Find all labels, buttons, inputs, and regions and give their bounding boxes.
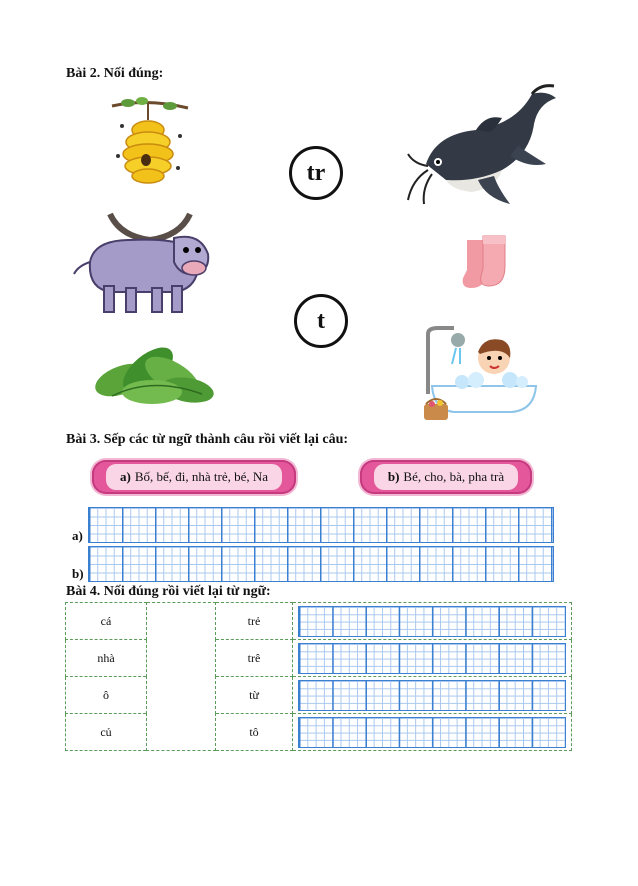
- leaves-icon: [92, 336, 216, 414]
- word-pill-a: [92, 460, 296, 494]
- left-word-cell[interactable]: củ: [66, 714, 147, 751]
- letter-circle-tr: tr: [289, 146, 343, 200]
- left-word-cell[interactable]: nhà: [66, 640, 147, 677]
- bai4-heading: Bài 4. Nối đúng rồi viết lại từ ngữ:: [66, 584, 271, 599]
- left-word-cell[interactable]: ô: [66, 677, 147, 714]
- writing-grid[interactable]: [298, 606, 566, 637]
- pill-a-text: Bố, bế, đi, nhà trẻ, bé, Na: [134, 469, 269, 484]
- buffalo-icon: [70, 206, 230, 318]
- matching-table: [65, 602, 572, 751]
- word-pill-b: [360, 460, 532, 494]
- row-label-a: a): [72, 528, 83, 543]
- matching-gap: [147, 603, 216, 751]
- writing-grid[interactable]: [298, 717, 566, 748]
- beehive-icon: [108, 96, 192, 188]
- right-word-cell[interactable]: trẻ: [216, 603, 293, 640]
- writing-grid[interactable]: [298, 643, 566, 674]
- catfish-icon: [406, 84, 560, 210]
- bai2-heading: Bài 2. Nối đúng:: [66, 66, 164, 81]
- letter-circle-t: t: [294, 294, 348, 348]
- pill-b-text: Bé, cho, bà, pha trà: [403, 469, 505, 484]
- bai3-heading: Bài 3. Sếp các từ ngữ thành câu rồi viết lại câu:: [66, 432, 349, 447]
- writing-cell[interactable]: [293, 640, 572, 677]
- socks-icon: [457, 232, 521, 296]
- pill-b-tag: b): [387, 469, 400, 484]
- writing-grid[interactable]: [298, 680, 566, 711]
- writing-cell[interactable]: [293, 603, 572, 640]
- writing-grid-b[interactable]: [88, 546, 554, 582]
- right-word-cell[interactable]: tô: [216, 714, 293, 751]
- writing-cell[interactable]: [293, 714, 572, 751]
- right-word-cell[interactable]: từ: [216, 677, 293, 714]
- writing-grid-a[interactable]: [88, 507, 554, 543]
- row-label-b: b): [72, 566, 84, 581]
- bath-icon: [418, 324, 540, 424]
- left-word-cell[interactable]: cá: [66, 603, 147, 640]
- right-word-cell[interactable]: trê: [216, 640, 293, 677]
- writing-cell[interactable]: [293, 677, 572, 714]
- pill-a-tag: a): [119, 469, 131, 484]
